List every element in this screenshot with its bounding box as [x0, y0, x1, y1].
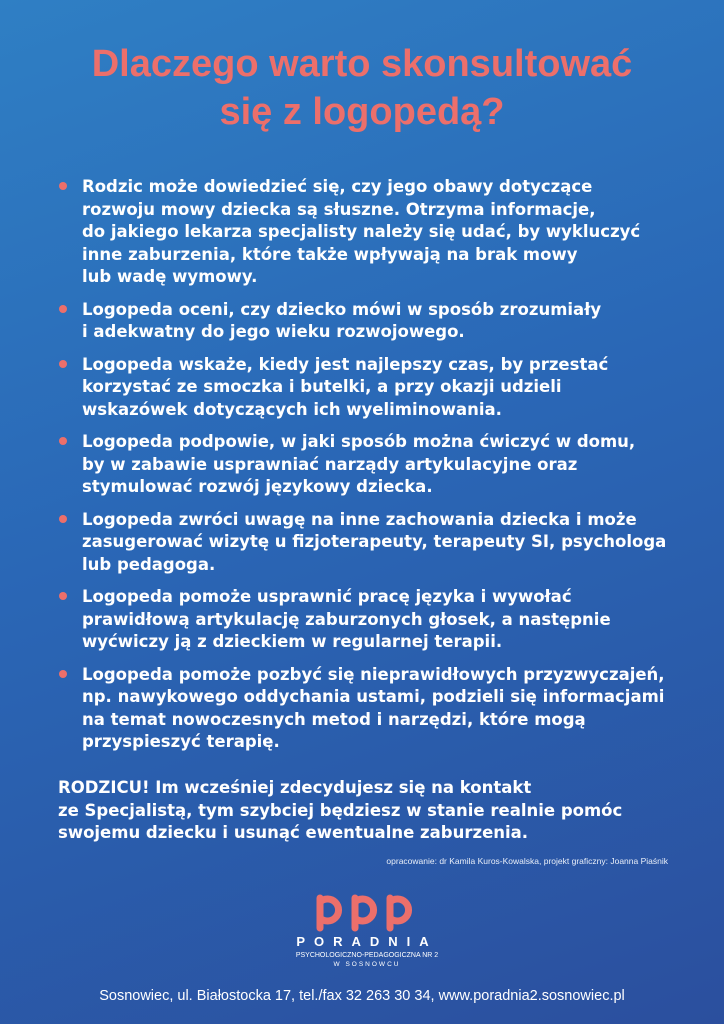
benefit-item — [58, 664, 678, 754]
benefit-line: Logopeda wskaże, kiedy jest najlepszy czas, by przestać — [82, 354, 609, 374]
page-title — [0, 40, 724, 136]
bullet-dot-icon — [59, 182, 67, 190]
benefit-line: korzystać ze smoczka i butelki, a przy okazji udzieli — [82, 377, 562, 396]
appeal-line: ze Specjalistą, tym szybciej będziesz w stanie realnie pomóc — [58, 800, 623, 820]
poradnia-logo — [282, 892, 452, 972]
benefit-line: Rodzic może dowiedzieć się, czy jego obawy dotyczące — [82, 177, 593, 196]
benefit-item — [58, 586, 678, 654]
benefit-line: do jakiego lekarza specjalisty należy się udać, by wykluczyć — [82, 222, 641, 241]
benefit-line: na temat nowoczesnych metod i narzędzi, które mogą — [82, 709, 586, 729]
benefits-list — [58, 176, 678, 764]
bullet-dot-icon — [59, 360, 67, 368]
appeal-line: RODZICU! Im wcześniej zdecydujesz się na kontakt — [58, 778, 532, 797]
ppp-logo-icon — [312, 892, 422, 932]
benefit-line: lub wadę wymowy. — [82, 267, 258, 286]
page-title-line-2: się z logopedą? — [219, 91, 505, 133]
benefit-line: rozwoju mowy dziecka są słuszne. Otrzyma informacje, — [82, 199, 596, 219]
benefit-line: i adekwatny do jego wieku rozwojowego. — [82, 322, 465, 341]
bullet-dot-icon — [59, 437, 67, 445]
benefit-line: inne zaburzenia, które także wpływają na brak mowy — [82, 244, 578, 264]
benefit-line: by w zabawie usprawniać narządy artykulacyjne oraz — [82, 454, 578, 474]
benefit-line: lub pedagoga. — [82, 554, 216, 574]
bullet-dot-icon — [59, 592, 67, 600]
logo-subtitle: PSYCHOLOGICZNO-PEDAGOGICZNA NR 2 — [295, 952, 439, 959]
benefit-line: przyspieszyć terapię. — [82, 732, 280, 751]
benefit-line: prawidłową artykulację zaburzonych głosek, a następnie — [82, 609, 611, 629]
logo-city: W SOSNOWCU — [333, 961, 401, 968]
bullet-dot-icon — [59, 515, 67, 523]
bullet-dot-icon — [59, 670, 67, 678]
credits: opracowanie: dr Kamila Kuros-Kowalska, projekt graficzny: Joanna Piaśnik — [386, 856, 668, 866]
benefit-line: Logopeda pomoże pozbyć się nieprawidłowych przyzwyczajeń, — [82, 664, 665, 684]
benefit-line: Logopeda zwróci uwagę na inne zachowania dziecka i może — [82, 509, 637, 529]
benefit-item — [58, 176, 678, 289]
benefit-item — [58, 431, 678, 499]
contact-footer: Sosnowiec, ul. Białostocka 17, tel./fax 32 263 30 34, www.poradnia2.sosnowiec.pl — [99, 988, 625, 1004]
benefit-item — [58, 299, 678, 344]
page-title-line-1: Dlaczego warto skonsultować — [91, 43, 633, 85]
benefit-line: Logopeda oceni, czy dziecko mówi w sposób zrozumiały — [82, 299, 602, 319]
benefit-item — [58, 354, 678, 422]
benefit-item — [58, 509, 678, 577]
benefit-line: zasugerować wizytę u fizjoterapeuty, terapeuty SI, psychologa — [82, 532, 667, 551]
parent-appeal — [58, 777, 678, 845]
bullet-dot-icon — [59, 305, 67, 313]
benefit-line: stymulować rozwój językowy dziecka. — [82, 477, 433, 496]
benefit-line: Logopeda podpowie, w jaki sposób można ćwiczyć w domu, — [82, 432, 636, 451]
benefit-line: wskazówek dotyczących ich wyeliminowania. — [82, 399, 502, 419]
benefit-line: Logopeda pomoże usprawnić pracę języka i wywołać — [82, 587, 572, 606]
benefit-line: wyćwiczy ją z dzieckiem w regularnej terapii. — [82, 632, 503, 651]
benefit-line: np. nawykowego oddychania ustami, podzieli się informacjami — [82, 687, 665, 706]
logo-name: PORADNIA — [296, 934, 438, 949]
appeal-line: swojemu dziecku i usunąć ewentualne zaburzenia. — [58, 823, 529, 842]
